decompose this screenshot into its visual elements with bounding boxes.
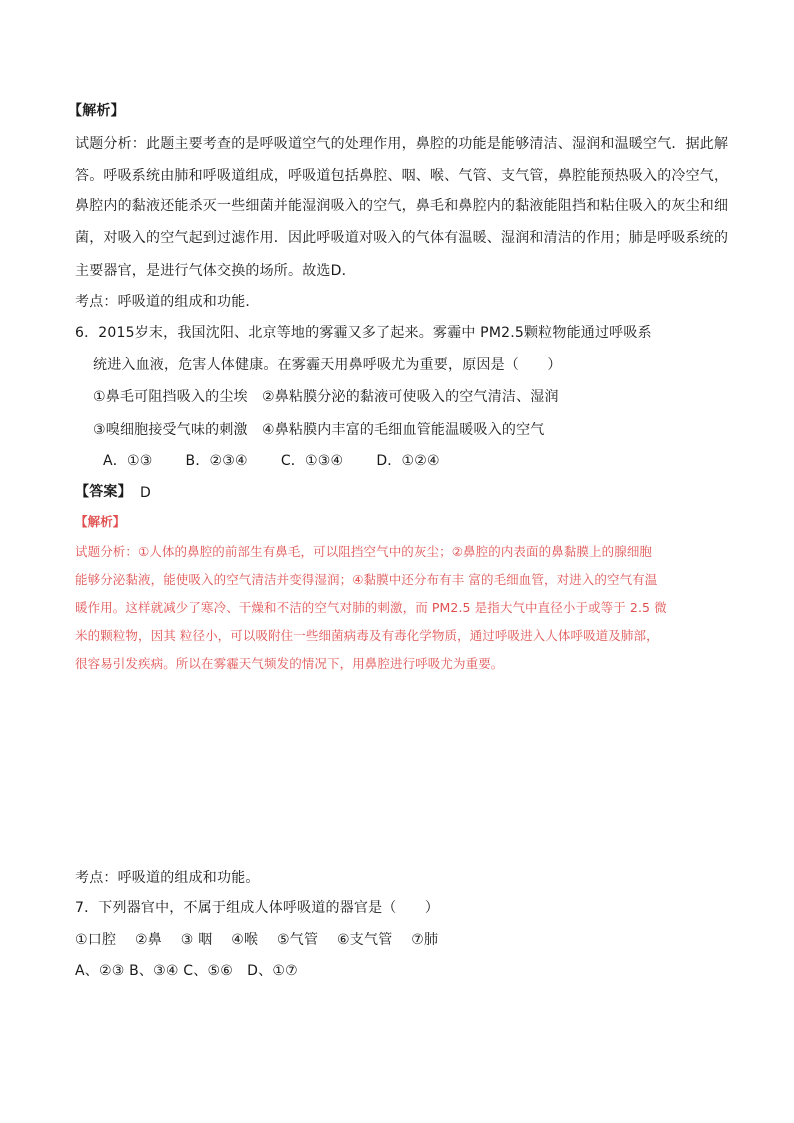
analysis-header: 【解析】 bbox=[68, 103, 125, 119]
question-7-choices: A、②③ B、③④ C、⑤⑥ D、①⑦ bbox=[75, 963, 298, 979]
red-analysis-header: 【解析】 bbox=[75, 514, 126, 529]
analysis-line: 主要器官，是进行气体交换的场所。故选D． bbox=[75, 263, 356, 279]
answer-value: D bbox=[140, 485, 151, 501]
red-analysis-line: 暖作用。这样就减少了寒冷、干燥和不洁的空气对肺的刺激，而 PM2.5 是指大气中直径小于或等于 2.5 微 bbox=[75, 600, 667, 615]
question-6-choices: A．①③ B．②③④ C．①③④ D．①②④ bbox=[103, 453, 440, 469]
question-7-options: ①口腔 ②鼻 ③ 咽 ④喉 ⑤气管 ⑥支气管 ⑦肺 bbox=[75, 932, 439, 948]
red-analysis-line: 米的颗粒物，因其 粒径小，可以吸附住一些细菌病毒及有毒化学物质，通过呼吸进入人体呼吸道及肺部， bbox=[75, 628, 659, 643]
kaodian-text-2: 考点：呼吸道的组成和功能。 bbox=[75, 870, 260, 886]
answer-label: 【答案】 bbox=[75, 484, 132, 500]
analysis-line: 菌，对吸入的空气起到过滤作用．因此呼吸道对吸入的气体有温暖、湿润和清洁的作用；肺是呼吸系统的 bbox=[75, 230, 729, 246]
question-6-stem-cont: 统进入血液，危害人体健康。在雾霾天用鼻呼吸尤为重要，原因是（ ） bbox=[93, 357, 562, 373]
red-analysis-line: 很容易引发疾病。所以在雾霾天气频发的情况下，用鼻腔进行呼吸尤为重要。 bbox=[75, 656, 504, 671]
question-6-options: ③嗅细胞接受气味的刺激 ④鼻粘膜内丰富的毛细血管能温暖吸入的空气 bbox=[93, 422, 545, 438]
analysis-line: 鼻腔内的黏液还能杀灭一些细菌并能湿润吸入的空气，鼻毛和鼻腔内的黏液能阻挡和粘住吸入的灰尘和细 bbox=[75, 198, 729, 214]
question-6-stem: 6．2015岁末，我国沈阳、北京等地的雾霾又多了起来。雾霾中 PM2.5颗粒物能通过呼吸系 bbox=[75, 325, 652, 341]
analysis-line: 试题分析：此题主要考查的是呼吸道空气的处理作用，鼻腔的功能是能够清洁、湿润和温暖空气．据此解 bbox=[75, 136, 729, 152]
analysis-line: 答。呼吸系统由肺和呼吸道组成，呼吸道包括鼻腔、咽、喉、气管、支气管，鼻腔能预热吸入的冷空气， bbox=[75, 168, 729, 184]
red-analysis-line: 试题分析：①人体的鼻腔的前部生有鼻毛，可以阻挡空气中的灰尘；②鼻腔的内表面的鼻黏膜上的腺细胞 bbox=[75, 544, 653, 559]
question-7-stem: 7．下列器官中，不属于组成人体呼吸道的器官是（ ） bbox=[75, 900, 440, 916]
kaodian-text: 考点：呼吸道的组成和功能． bbox=[75, 294, 260, 310]
red-analysis-line: 能够分泌黏液，能使吸入的空气清洁并变得湿润；④黏膜中还分布有丰 富的毛细血管，对进入的空气有温 bbox=[75, 572, 658, 587]
question-6-options: ①鼻毛可阻挡吸入的尘埃 ②鼻粘膜分泌的黏液可使吸入的空气清洁、湿润 bbox=[93, 389, 559, 405]
